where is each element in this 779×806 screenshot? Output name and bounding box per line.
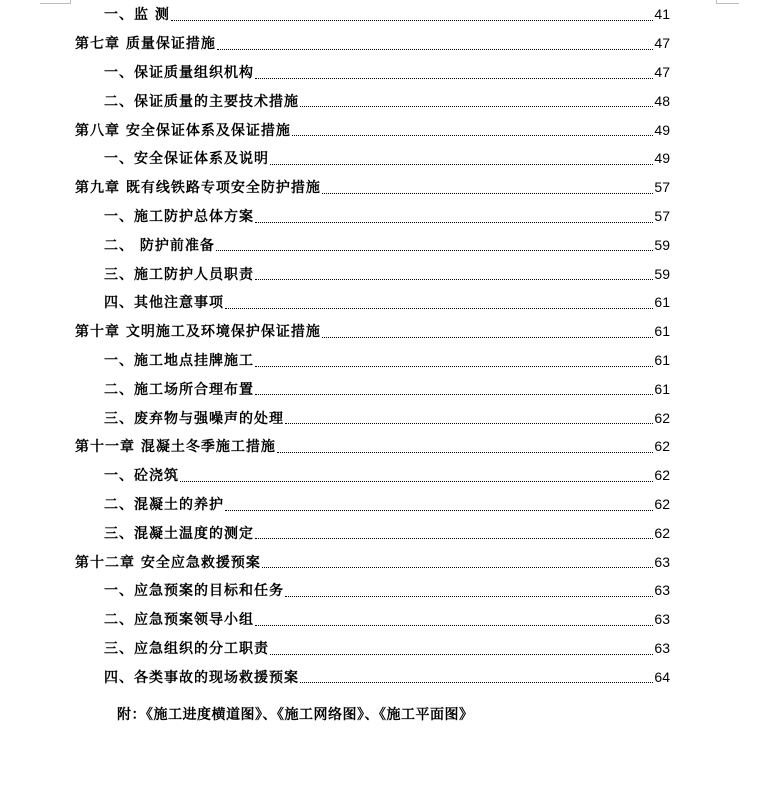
toc-entry-title: 二、 防护前准备 — [104, 237, 215, 254]
toc-dot-leader — [300, 682, 653, 683]
toc-page-number: 62 — [654, 467, 670, 484]
toc-section-entry[interactable] — [104, 346, 670, 375]
toc-entry-title: 一、施工防护总体方案 — [104, 209, 254, 226]
toc-page-number: 63 — [654, 611, 670, 628]
toc-entry-title: 一、应急预案的目标和任务 — [104, 583, 284, 600]
toc-section-entry[interactable] — [104, 288, 670, 317]
toc-section-entry[interactable] — [104, 663, 670, 692]
toc-section-entry[interactable] — [104, 605, 670, 634]
toc-dot-leader — [270, 164, 653, 165]
toc-page-number: 62 — [654, 496, 670, 513]
toc-entry-title: 第七章 质量保证措施 — [75, 36, 216, 53]
toc-page-number: 62 — [654, 409, 670, 426]
toc-section-entry[interactable] — [104, 375, 670, 404]
toc-page-number: 62 — [654, 524, 670, 541]
toc-chapter-entry[interactable] — [75, 317, 670, 346]
page-corner-mark-left — [40, 0, 71, 4]
toc-entry-title: 二、应急预案领导小组 — [104, 612, 254, 629]
toc-section-entry[interactable] — [104, 576, 670, 605]
toc-chapter-entry[interactable] — [75, 432, 670, 461]
toc-entry-title: 二、施工场所合理布置 — [104, 381, 254, 398]
toc-dot-leader — [180, 481, 653, 482]
toc-page-number: 59 — [654, 265, 670, 282]
toc-entry-title: 一、安全保证体系及说明 — [104, 151, 269, 168]
appendix-note: 附：《施工进度横道图》、《施工网络图》、《施工平面图》 — [117, 707, 474, 723]
toc-entry-title: 三、施工防护人员职责 — [104, 266, 254, 283]
toc-dot-leader — [285, 423, 653, 424]
toc-section-entry[interactable] — [104, 519, 670, 548]
toc-entry-title: 一、施工地点挂牌施工 — [104, 353, 254, 370]
toc-chapter-entry[interactable] — [75, 29, 670, 58]
toc-dot-leader — [322, 337, 654, 338]
toc-section-entry[interactable] — [104, 403, 670, 432]
toc-page-number: 57 — [654, 179, 670, 196]
toc-dot-leader — [300, 106, 653, 107]
toc-dot-leader — [255, 625, 653, 626]
toc-dot-leader — [255, 538, 653, 539]
toc-entry-title: 第十章 文明施工及环境保护保证措施 — [75, 324, 321, 341]
toc-section-entry[interactable] — [104, 0, 670, 29]
toc-page-number: 49 — [654, 150, 670, 167]
toc-page-number: 48 — [654, 92, 670, 109]
toc-section-entry[interactable] — [104, 259, 670, 288]
toc-dot-leader — [292, 135, 654, 136]
toc-entry-title: 三、废弃物与强噪声的处理 — [104, 410, 284, 427]
page-corner-mark-right — [716, 0, 739, 4]
toc-page-number: 61 — [654, 380, 670, 397]
toc-entry-title: 三、混凝土温度的测定 — [104, 525, 254, 542]
toc-section-entry[interactable] — [104, 202, 670, 231]
toc-section-entry[interactable] — [104, 490, 670, 519]
toc-dot-leader — [255, 78, 653, 79]
toc-entry-title: 三、应急组织的分工职责 — [104, 641, 269, 658]
toc-chapter-entry[interactable] — [75, 115, 670, 144]
toc-section-entry[interactable] — [104, 58, 670, 87]
toc-entry-title: 一、监 测 — [104, 7, 170, 24]
toc-page-number: 57 — [654, 208, 670, 225]
toc-section-entry[interactable] — [104, 144, 670, 173]
toc-page-number: 63 — [654, 640, 670, 657]
toc-page-number: 61 — [654, 294, 670, 311]
toc-dot-leader — [225, 510, 653, 511]
toc-dot-leader — [322, 193, 654, 194]
toc-page-number: 41 — [654, 6, 670, 23]
toc-entry-title: 一、保证质量组织机构 — [104, 65, 254, 82]
toc-chapter-entry[interactable] — [75, 547, 670, 576]
toc-section-entry[interactable] — [104, 231, 670, 260]
toc-page-number: 62 — [654, 438, 670, 455]
toc-entry-title: 第九章 既有线铁路专项安全防护措施 — [75, 180, 321, 197]
toc-page-number: 63 — [654, 582, 670, 599]
toc-dot-leader — [225, 308, 653, 309]
toc-page-number: 47 — [654, 35, 670, 52]
toc-entry-title: 二、混凝土的养护 — [104, 497, 224, 514]
toc-entry-title: 第十一章 混凝土冬季施工措施 — [75, 439, 276, 456]
toc-dot-leader — [270, 654, 653, 655]
toc-dot-leader — [255, 222, 653, 223]
toc-dot-leader — [255, 366, 653, 367]
toc-dot-leader — [262, 567, 654, 568]
toc-dot-leader — [255, 279, 653, 280]
toc-page-number: 61 — [654, 352, 670, 369]
toc-page-number: 63 — [654, 553, 670, 570]
toc-dot-leader — [217, 49, 654, 50]
toc-section-entry[interactable] — [104, 87, 670, 116]
toc-page-number: 49 — [654, 121, 670, 138]
toc-page-number: 61 — [654, 323, 670, 340]
toc-page-number: 59 — [654, 236, 670, 253]
toc-dot-leader — [285, 596, 653, 597]
toc-entry-title: 一、砼浇筑 — [104, 468, 179, 485]
toc-entry-title: 第八章 安全保证体系及保证措施 — [75, 122, 291, 139]
toc-dot-leader — [255, 394, 653, 395]
toc-section-entry[interactable] — [104, 634, 670, 663]
toc-dot-leader — [277, 452, 654, 453]
toc-page-number: 64 — [654, 668, 670, 685]
toc-page-number: 47 — [654, 64, 670, 81]
toc-entry-title: 第十二章 安全应急救援预案 — [75, 554, 261, 571]
toc-chapter-entry[interactable] — [75, 173, 670, 202]
toc-entry-title: 二、保证质量的主要技术措施 — [104, 93, 299, 110]
toc-dot-leader — [216, 250, 654, 251]
toc-entry-title: 四、其他注意事项 — [104, 295, 224, 312]
toc-section-entry[interactable] — [104, 461, 670, 490]
toc-dot-leader — [171, 20, 654, 21]
toc-entry-title: 四、各类事故的现场救援预案 — [104, 669, 299, 686]
